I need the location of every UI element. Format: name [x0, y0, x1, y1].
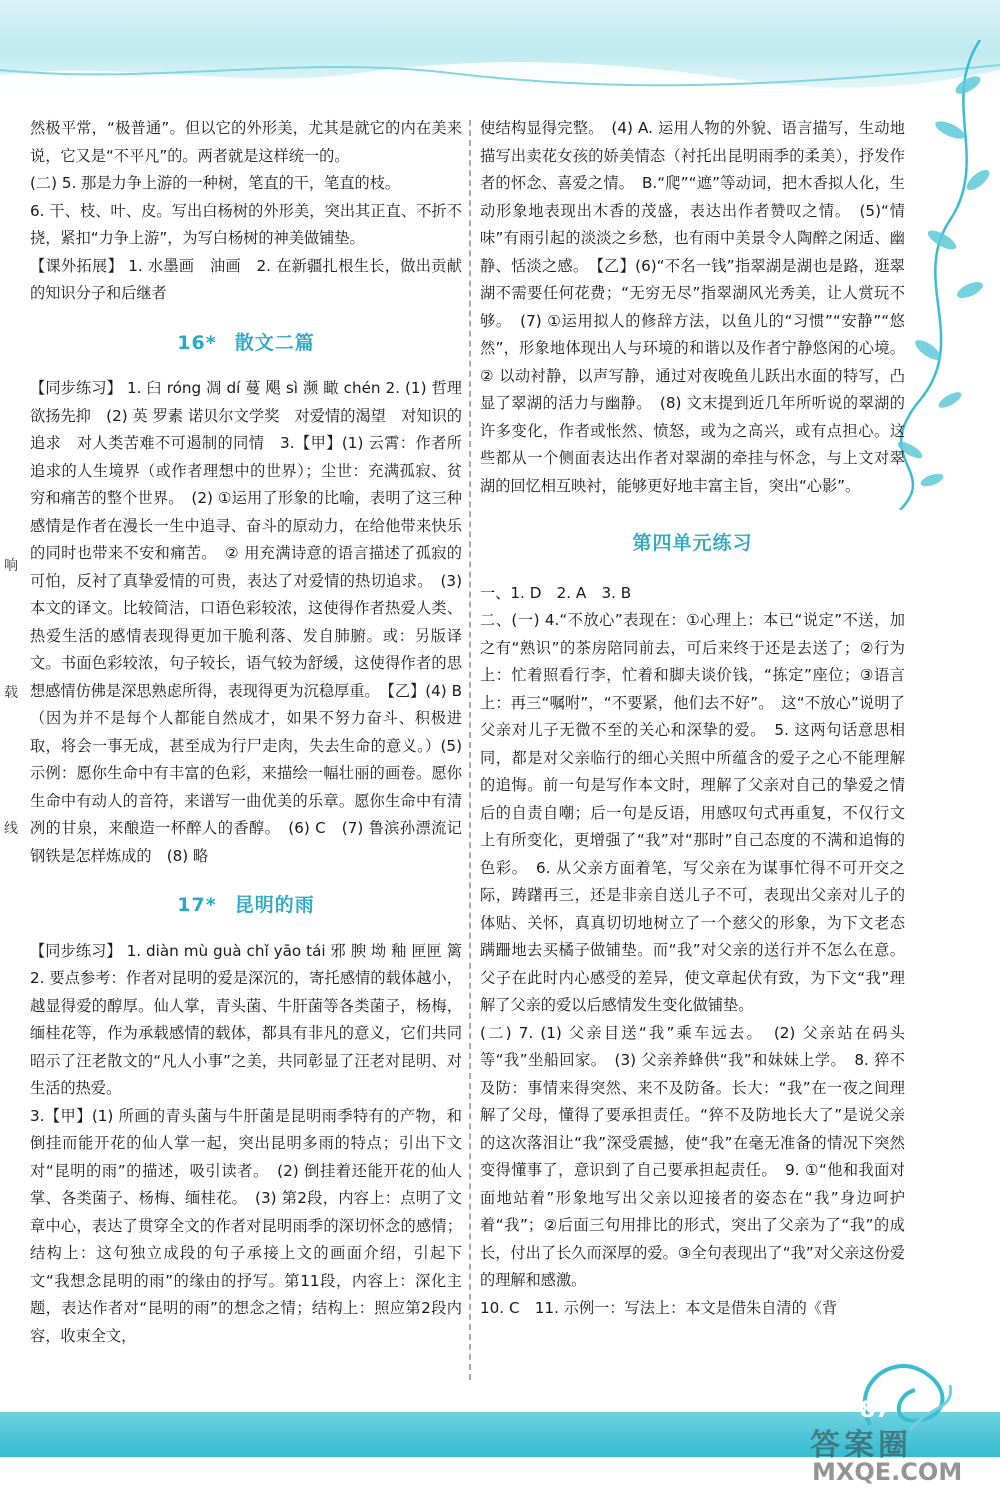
section-title-unit4	[480, 530, 905, 558]
column-divider	[469, 120, 471, 1380]
answer-paragraph: 【课外拓展】 1. 水墨画 油画 2. 在新疆扎根生长，做出贡献的知识分子和后继者	[30, 256, 462, 302]
answer-paragraph: 【同步练习】 1. diàn mù guà chǐ yāo tái 邪 腴 坳 釉 匣匣 篱 2. 要点参考：作者对昆明的爱是深沉的，寄托感情的载体越小，越显得爱的醇厚。仙人掌，青头菌、牛肝菌等各类菌子，杨梅，缅桂花等，作为承载感情的载体，都具有非凡的意义，它们共同昭示了汪老散文的“凡人小事”之美，共同彰显了汪老对昆明、对生活的热爱。	[30, 941, 478, 1097]
section-number: 17*	[177, 894, 217, 916]
answer-paragraph: (二) 5. 那是力争上游的一种树，笔直的干，笔直的枝。	[30, 174, 401, 192]
watermark-logo: 答案圈	[810, 1428, 912, 1463]
answer-paragraph: 然极平常，“极普通”。但以它的外形美，尤其是就它的内在美来说，它又是“不平凡”的。两者就是这样统一的。	[30, 119, 462, 165]
top-decorative-band	[0, 0, 1000, 95]
watermark-url: MXQE.COM	[812, 1458, 963, 1486]
section-number: 16*	[177, 331, 217, 354]
section-title-16	[30, 330, 462, 358]
answer-paragraph: 10. C 11. 示例一：写法上：本文是借朱自清的《背	[480, 1298, 838, 1317]
answer-paragraph: 3.【甲】(1) 所画的青头菌与牛肝菌是昆明雨季特有的产物，和倒挂而能开花的仙人掌一起，突出昆明多雨的特点；引出下文对“昆明的雨”的描述，吸引读者。 (2) 倒挂着还能开花的仙人掌、各类菌子、杨梅、缅桂花。 (3) 第2段，内容上：点明了文章中心，表达了贯穿全文的作者对昆明雨季的深切怀念的感情；结构上：这句独立成段的句子承接上文的画面介绍，引起下文“我想念昆明的雨”的缘由的抒写。第11段，内容上：深化主题，表达作者对“昆明的雨”的想念之情；结构上：照应第2段内容，收束全文，	[30, 1106, 462, 1345]
answer-paragraph: 【同步练习】 1. 臼 róng 凋 dí 蔓 飓 sì 濒 瞰 chén 2. (1) 哲理 欲扬先抑 (2) 英 罗素 诺贝尔文学奖 对爱情的渴望 对知识的追求 对人类苦难不可遏制的同情 3.【甲】(1) 云霄：作者所追求的人生境界（或作者理想中的世界）；尘世：充满孤寂、贫穷和痛苦的整个世界。 (2) ①运用了形象的比喻，表明了这三种感情是作者在漫长一生中追寻、奋斗的原动力，在给他带来快乐的同时也带来不安和痛苦。 ② 用充满诗意的语言描述了孤寂的可怕，反衬了真挚爱情的可贵，表达了对爱情的热切追求。 (3) 本文的译文。比较简洁，口语色彩较浓，这使得作者热爱人类、热爱生活的感情表现得更加干脆利落、发自肺腑。或：另版译文。书面色彩较浓，句子较长，语气较为舒缓，这使得作者的思想感情仿佛是深思熟虑所得，表现得更为沉稳厚重。 【乙】(4) B（因为并不是每个人都能自然成才，如果不努力奋斗、积极进取，将会一事无成，甚至成为行尸走肉，失去生命的意义。）(5) 示例：愿你生命中有丰富的色彩，来描绘一幅壮丽的画卷。愿你生命中有动人的音符，来谱写一曲优美的乐章。愿你生命中有清冽的甘泉，来酿造一杯醉人的香醇。 (6) C (7) 鲁滨孙漂流记 钢铁是怎样炼成的 (8) 略	[30, 379, 478, 865]
binding-mark: 响	[4, 558, 18, 574]
section-name: 第四单元练习	[632, 532, 753, 554]
binding-mark: 线	[4, 821, 18, 837]
answer-paragraph: 6. 干、枝、叶、皮。写出白杨树的外形美，突出其正直、不折不挠，紧扣“力争上游”，为写白杨树的神美做铺垫。	[30, 201, 462, 247]
section-name: 昆明的雨	[234, 894, 315, 916]
section-name: 散文二篇	[234, 331, 315, 354]
binding-mark: 载	[4, 685, 18, 701]
answer-paragraph: (二) 7. (1) 父亲目送“我”乘车远去。 (2) 父亲站在码头等“我”坐船回家。 (3) 父亲养蜂供“我”和妹妹上学。 8. 猝不及防：事情来得突然、来不及防备。长大：“我”在一夜之间理解了父母，懂得了要承担责任。“猝不及防地长大了”是说父亲的这次落泪让“我”深受震撼，使“我”在毫无准备的情况下突然变得懂事了，意识到了自己要承担起责任。 9. ①“他和我面对面地站着”形象地写出父亲以迎接者的姿态在“我”身边呵护着“我”；②后面三句用排比的形式，突出了父亲为了“我”的成长，付出了长久而深厚的爱。③全句表现出了“我”对父亲这份爱的理解和感激。	[480, 1023, 905, 1289]
section-title-17	[30, 892, 462, 920]
left-column	[30, 115, 478, 1350]
right-column	[480, 115, 905, 1322]
page-number: 87	[860, 1398, 891, 1423]
answer-paragraph: 二、(一) 4.“不放心”表现在：①心理上：本已“说定”不送，加之有“熟识”的茶房陪同前去，可后来终于还是去送了；②行为上：忙着照看行李，忙着和脚夫谈价钱，“拣定”座位；③语言上：再三“嘱咐”，“不要紧，他们去不好”。 这“不放心”说明了父亲对儿子无微不至的关心和深挚的爱。 5. 这两句话意思相同，都是对父亲临行的细心关照中所蕴含的爱子之心不能理解的追悔。前一句是写作本文时，理解了父亲对自己的挚爱之情后的自责自嘲；后一句是反语，用感叹句式再重复，不仅行文上有所变化，更增强了“我”对“那时”自己态度的不满和追悔的色彩。 6. 从父亲方面着笔，写父亲在为谋事忙得不可开交之际，踌躇再三，还是非亲自送儿子不可，表现出父亲对儿子的体贴、关怀，真真切切地树立了一个慈父的形象，为下文老态蹒跚地去买橘子做铺垫。而“我”对父亲的送行并不怎么在意。父子在此时内心感受的差异，使文章起伏有致，为下文“我”理解了父亲的爱以后感情发生变化做铺垫。	[480, 611, 905, 1014]
answer-paragraph: 一、1. D 2. A 3. B	[480, 583, 632, 602]
wave-decoration	[0, 55, 1000, 95]
answer-paragraph: 使结构显得完整。 (4) A. 运用人物的外貌、语言描写，生动地描写出卖花女孩的娇美情态（衬托出昆明雨季的柔美），抒发作者的怀念、喜爱之情。 B.“爬”“遮”等动词，把木香拟人化，生动形象地表现出木香的茂盛，表达出作者赞叹之情。 (5)“情味”有雨引起的淡淡之乡愁，也有雨中美景令人陶醉之闲适、幽静、恬淡之感。 【乙】(6)“不名一钱”指翠湖是湖也是路，逛翠湖不需要任何花费；“无穷无尽”指翠湖风光秀美，让人赏玩不够。 (7) ①运用拟人的修辞方法，以鱼儿的“习惯”“安静”“悠然”，形象地体现出人与环境的和谐以及作者宁静悠闲的心境。② 以动衬静，以声写静，通过对夜晚鱼儿跃出水面的特写，凸显了翠湖的活力与幽静。 (8) 文末提到近几年所听说的翠湖的许多变化，作者或怅然、愤怒，或为之高兴，或有点担心。这些都从一个侧面表达出作者对翠湖的牵挂与怀念，与上文对翠湖的回忆相互映衬，能够更好地丰富主旨，突出“心影”。	[480, 119, 905, 495]
